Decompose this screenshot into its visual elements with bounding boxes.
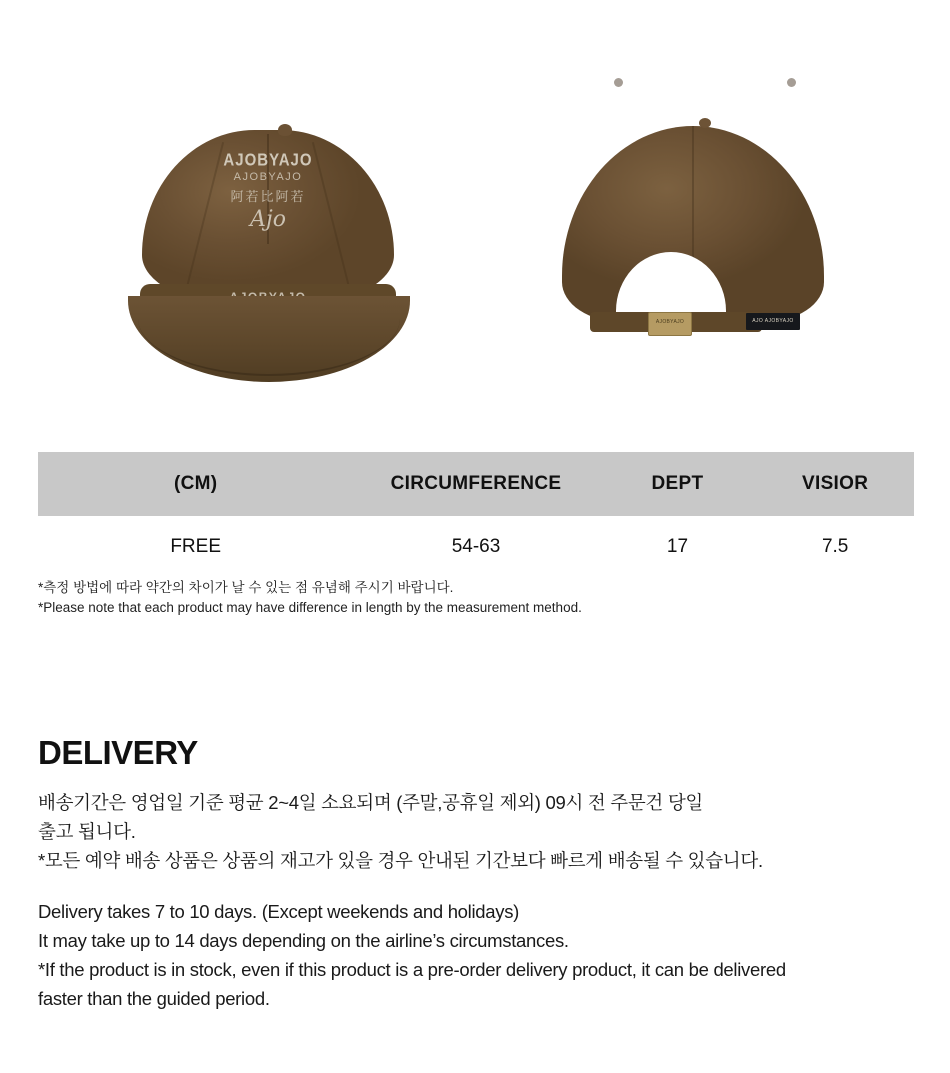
size-header-visior: VISIOR [756, 452, 914, 516]
size-note-english: *Please note that each product may have difference in length by the measurement method. [38, 600, 582, 615]
delivery-section [38, 734, 928, 1013]
cap-front-image [120, 0, 450, 440]
size-cell-circumference: 54-63 [353, 516, 598, 578]
cap-eyelet-left-icon [614, 78, 623, 87]
embroidery-arc-top-text: AJOBYAJO [223, 150, 313, 171]
cap-back-image [540, 0, 870, 440]
size-cell-size: FREE [38, 516, 353, 578]
product-image-gallery [0, 0, 950, 440]
table-row [38, 516, 914, 578]
cap-brim [128, 296, 410, 382]
cap-buckle-text: AJOBYAJO [655, 319, 685, 325]
size-cell-visior: 7.5 [756, 516, 914, 578]
size-note-korean: *측정 방법에 따라 약간의 차이가 날 수 있는 점 유념해 주시기 바랍니다. [38, 580, 454, 595]
delivery-korean-line-2: 출고 됩니다. [38, 821, 136, 842]
size-header-circumference: CIRCUMFERENCE [353, 452, 598, 516]
cap-front-embroidery [170, 152, 366, 232]
size-cell-dept: 17 [599, 516, 757, 578]
cap-brand-tag-text: AJO AJOBYAJO [752, 318, 794, 324]
cap-top-button [278, 124, 292, 136]
cap-eyelet-right-icon [787, 78, 796, 87]
embroidery-arc-second-text: AJOBYAJO [233, 171, 303, 183]
delivery-korean-block [38, 788, 928, 875]
size-chart-table [38, 452, 914, 578]
size-measurement-notes [38, 578, 918, 618]
delivery-english-block [38, 897, 928, 1013]
embroidery-cjk-text: 阿若比阿若 [230, 189, 306, 204]
size-header-unit: (CM) [38, 452, 353, 516]
cap-back-top-button [699, 118, 711, 128]
delivery-english-line-4: faster than the guided period. [38, 988, 270, 1009]
delivery-english-line-2: It may take up to 14 days depending on the airline’s circumstances. [38, 930, 569, 951]
delivery-korean-line-3: *모든 예약 배송 상품은 상품의 재고가 있을 경우 안내된 기간보다 빠르게 배송될 수 있습니다. [38, 850, 763, 871]
embroidery-script-text: Ajo [250, 207, 286, 232]
delivery-title: DELIVERY [38, 734, 198, 771]
delivery-english-line-1: Delivery takes 7 to 10 days. (Except weekends and holidays) [38, 901, 520, 922]
size-header-dept: DEPT [599, 452, 757, 516]
delivery-korean-line-1: 배송기간은 영업일 기준 평균 2~4일 소요되며 (주말,공휴일 제외) 09시 전 주문건 당일 [38, 792, 703, 813]
size-table-header-row [38, 452, 914, 516]
delivery-english-line-3: *If the product is in stock, even if this product is a pre-order delivery product, it can be delivered [38, 959, 786, 980]
